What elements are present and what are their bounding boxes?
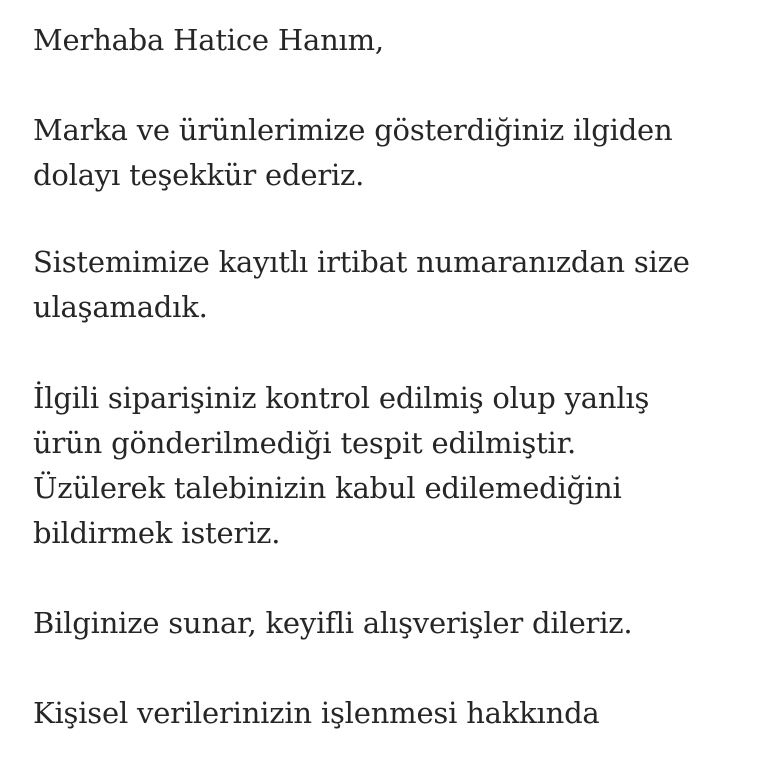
privacy-text: Kişisel verilerinizin işlenmesi hakkında — [33, 696, 600, 730]
thanks-paragraph — [33, 108, 738, 198]
thanks-line: dolayı teşekkür ederiz. — [33, 158, 365, 192]
order-result-line: ürün gönderilmediği tespit edilmiştir. — [33, 426, 577, 460]
closing-text: Bilginize sunar, keyifli alışverişler dileriz. — [33, 606, 633, 640]
order-result-paragraph — [33, 376, 738, 556]
contact-paragraph — [33, 240, 738, 330]
greeting-text: Merhaba Hatice Hanım, — [33, 23, 384, 57]
greeting-paragraph — [33, 18, 738, 63]
order-result-line: bildirmek isteriz. — [33, 516, 281, 550]
order-result-line: İlgili siparişiniz kontrol edilmiş olup yanlış — [33, 381, 650, 415]
contact-line: Sistemimize kayıtlı irtibat numaranızdan size — [33, 245, 690, 279]
contact-line: ulaşamadık. — [33, 290, 208, 324]
thanks-line: Marka ve ürünlerimize gösterdiğiniz ilgiden — [33, 113, 673, 147]
order-result-line: Üzülerek talebinizin kabul edilemediğini — [33, 471, 622, 505]
closing-paragraph — [33, 601, 738, 646]
privacy-paragraph — [33, 691, 738, 736]
